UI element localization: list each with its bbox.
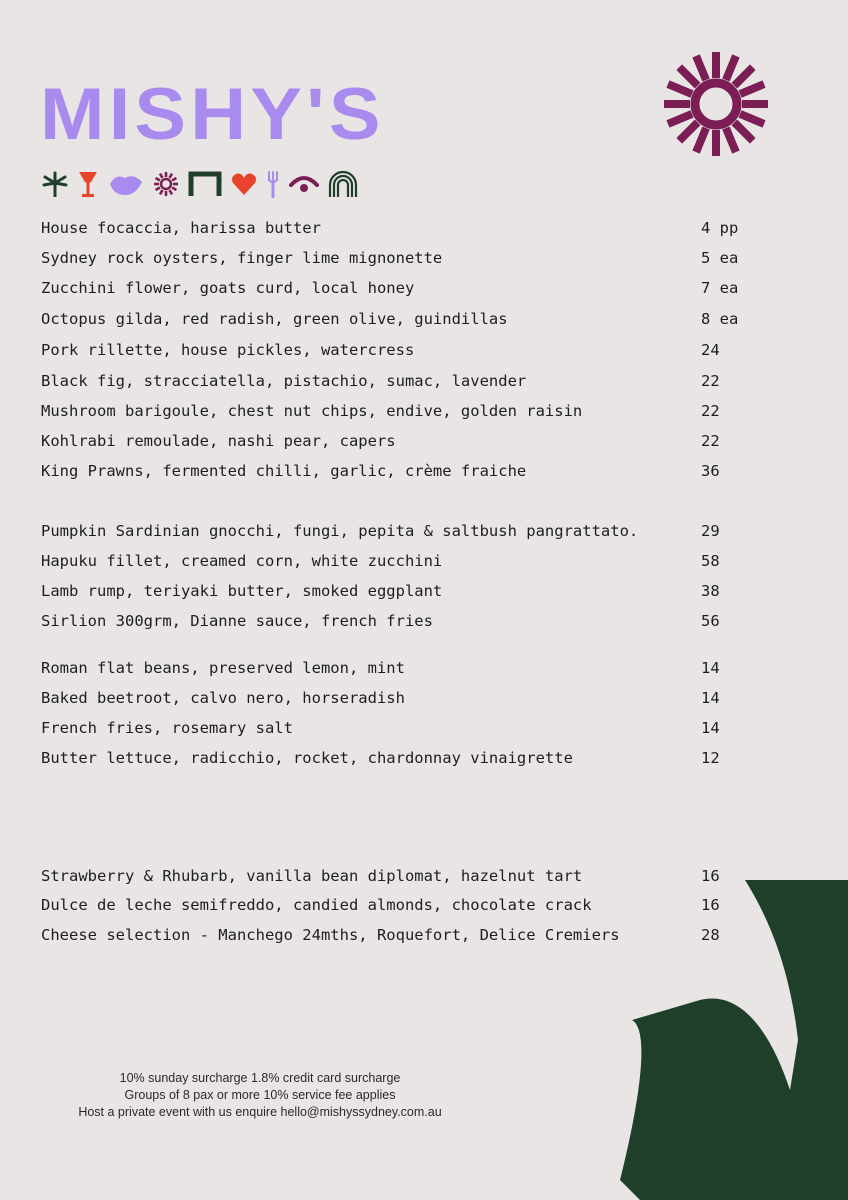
menu-item-starter <box>41 401 781 421</box>
menu-item-starter <box>41 309 781 329</box>
menu-item-price: 24 <box>701 341 720 359</box>
fork-icon <box>266 170 280 198</box>
menu-item-price: 36 <box>701 462 720 480</box>
menu-item-name: King Prawns, fermented chilli, garlic, crème fraiche <box>41 462 527 480</box>
menu-item-price: 16 <box>701 867 720 885</box>
rainbow-icon <box>328 170 358 198</box>
icon-row <box>42 166 358 202</box>
menu-item-price: 14 <box>701 719 720 737</box>
heart-icon <box>231 172 257 196</box>
menu-item-price: 38 <box>701 582 720 600</box>
menu-item-price: 12 <box>701 749 720 767</box>
palm-icon <box>42 171 68 197</box>
sun-logo-icon <box>662 50 770 158</box>
menu-item-name: Dulce de leche semifreddo, candied almonds, chocolate crack <box>41 896 592 914</box>
menu-item-starter <box>41 340 781 360</box>
menu-item-starter <box>41 248 781 268</box>
menu-item-name: Mushroom barigoule, chest nut chips, endive, golden raisin <box>41 402 583 420</box>
menu-item-price: 14 <box>701 689 720 707</box>
menu-item-name: Sirlion 300grm, Dianne sauce, french fries <box>41 612 433 630</box>
menu-item-name: Octopus gilda, red radish, green olive, guindillas <box>41 310 508 328</box>
arch-icon <box>188 171 222 197</box>
menu-item-side <box>41 658 781 678</box>
menu-item-price: 5 ea <box>701 249 739 267</box>
menu-item-name: Butter lettuce, radicchio, rocket, chardonnay vinaigrette <box>41 749 573 767</box>
menu-item-price: 22 <box>701 432 720 450</box>
menu-item-price: 22 <box>701 372 720 390</box>
menu-item-name: Cheese selection - Manchego 24mths, Roquefort, Delice Cremiers <box>41 926 620 944</box>
menu-item-main <box>41 611 781 631</box>
menu-item-price: 16 <box>701 896 720 914</box>
menu-item-side <box>41 688 781 708</box>
surcharge-note: 10% sunday surcharge 1.8% credit card surcharge <box>119 1071 401 1085</box>
menu-item-price: 7 ea <box>701 279 739 297</box>
menu-item-price: 4 pp <box>701 219 739 237</box>
menu-item-main <box>41 551 781 571</box>
eye-icon <box>289 171 319 197</box>
menu-item-name: Zucchini flower, goats curd, local honey <box>41 279 415 297</box>
menu-item-main <box>41 581 781 601</box>
menu-item-name: Pork rillette, house pickles, watercress <box>41 341 415 359</box>
flower-icon <box>153 171 179 197</box>
menu-item-name: Strawberry & Rhubarb, vanilla bean diplomat, hazelnut tart <box>41 867 583 885</box>
menu-item-name: Lamb rump, teriyaki butter, smoked eggplant <box>41 582 443 600</box>
menu-item-name: Kohlrabi remoulade, nashi pear, capers <box>41 432 396 450</box>
menu-item-side <box>41 718 781 738</box>
menu-item-starter <box>41 461 781 481</box>
menu-item-name: Black fig, stracciatella, pistachio, sumac, lavender <box>41 372 527 390</box>
menu-item-price: 8 ea <box>701 310 739 328</box>
menu-item-starter <box>41 218 781 238</box>
menu-item-name: Pumpkin Sardinian gnocchi, fungi, pepita & saltbush pangrattato. <box>41 522 639 540</box>
menu-item-price: 29 <box>701 522 720 540</box>
menu-item-name: Sydney rock oysters, finger lime mignonette <box>41 249 443 267</box>
cocktail-glass-icon <box>77 170 99 198</box>
menu-item-name: Baked beetroot, calvo nero, horseradish <box>41 689 405 707</box>
menu-item-side <box>41 748 781 768</box>
menu-item-name: Roman flat beans, preserved lemon, mint <box>41 659 405 677</box>
decorative-leaf-shape <box>620 880 848 1200</box>
lips-icon <box>108 171 144 197</box>
menu-item-starter <box>41 278 781 298</box>
menu-item-name: Hapuku fillet, creamed corn, white zucchini <box>41 552 443 570</box>
menu-item-price: 28 <box>701 926 720 944</box>
footer-notes <box>40 1070 480 1121</box>
menu-item-name: House focaccia, harissa butter <box>41 219 321 237</box>
menu-item-name: French fries, rosemary salt <box>41 719 293 737</box>
brand-logo-text: MISHY'S <box>40 74 385 155</box>
menu-item-price: 56 <box>701 612 720 630</box>
group-fee-note: Groups of 8 pax or more 10% service fee applies <box>124 1088 396 1102</box>
menu-item-main <box>41 521 781 541</box>
menu-item-price: 22 <box>701 402 720 420</box>
menu-item-starter <box>41 371 781 391</box>
menu-item-starter <box>41 431 781 451</box>
private-event-note: Host a private event with us enquire hello@mishyssydney.com.au <box>78 1105 442 1119</box>
menu-item-price: 14 <box>701 659 720 677</box>
menu-item-price: 58 <box>701 552 720 570</box>
